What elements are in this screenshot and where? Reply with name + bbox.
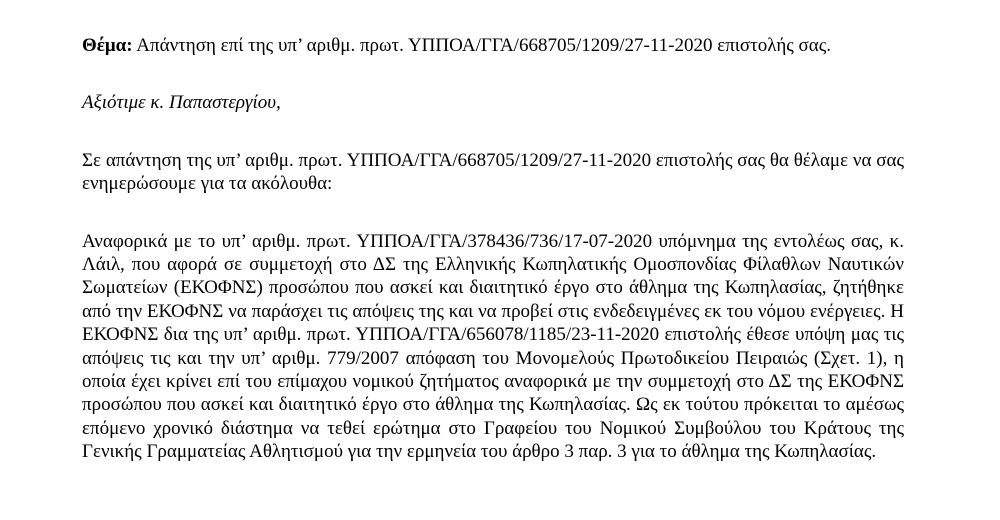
intro-paragraph: Σε απάντηση της υπ’ αριθμ. πρωτ. ΥΠΠΟΑ/ΓΓΑ/668705/1209/27-11-2020 επιστολής σας θα θέλαμε να σας ενημερώσουμε για τα ακόλουθα: bbox=[82, 149, 904, 195]
letter-subject bbox=[82, 34, 904, 57]
salutation: Αξιότιμε κ. Παπαστεργίου, bbox=[82, 92, 281, 114]
letter-body bbox=[82, 34, 904, 464]
subject-label: Θέμα: bbox=[82, 35, 133, 56]
subject-text: Απάντηση επί της υπ’ αριθμ. πρωτ. ΥΠΠΟΑ/ΓΓΑ/668705/1209/27-11-2020 επιστολής σας. bbox=[132, 35, 832, 56]
main-paragraph: Αναφορικά με το υπ’ αριθμ. πρωτ. ΥΠΠΟΑ/ΓΓΑ/378436/736/17-07-2020 υπόμνημα της εντολέως σας, κ. Λάιλ, που αφορά σε συμμετοχή στο ΔΣ της Ελληνικής Κωπηλατικής Ομοσπονδίας Φίλαθλων Ναυτικών Σωματείων (ΕΚΟΦΝΣ) προσώπου που ασκεί και διαιτητικό έργο στο άθλημα της Κωπηλασίας, ζητήθηκε από την ΕΚΟΦΝΣ να παράσχει τις απόψεις της και να προβεί στις ενδεδειγμένες εκ του νόμου ενέργειες. Η ΕΚΟΦΝΣ δια της υπ’ αριθμ. πρωτ. ΥΠΠΟΑ/ΓΓΑ/656078/1185/23-11-2020 επιστολής έθεσε υπόψη μας τις απόψεις τις και την υπ’ αριθμ. 779/2007 απόφαση του Μονομελούς Πρωτοδικείου Πειραιώς (Σχετ. 1), η οποία έχει κρίνει επί του επίμαχου νομικού ζητήματος αναφορικά με την συμμετοχή στο ΔΣ της ΕΚΟΦΝΣ προσώπου που ασκεί και διαιτητικό έργο στο άθλημα της Κωπηλασίας. Ως εκ τούτου πρόκειται το αμέσως επόμενο χρονικό διάστημα να τεθεί ερώτημα στο Γραφείου του Νομικού Συμβούλου του Κράτους της Γενικής Γραμματείας Αθλητισμού για την ερμηνεία του άρθρο 3 παρ. 3 για το άθλημα της Κωπηλασίας. bbox=[82, 230, 904, 463]
